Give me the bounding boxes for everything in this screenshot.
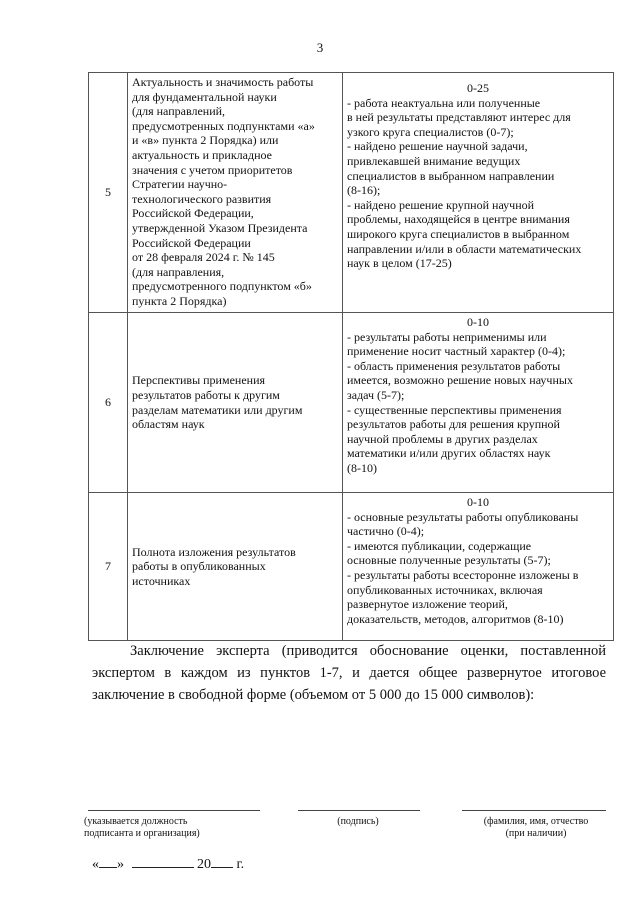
score-range: 0-25: [467, 81, 489, 95]
text-line: подписанта и организация): [84, 828, 200, 839]
text-line: для фундаментальной науки: [132, 89, 277, 104]
text-line: технологического развития: [132, 191, 272, 206]
table-row: [89, 73, 614, 313]
text-line: - существенные перспективы применения: [347, 402, 562, 417]
score-range: 0-10: [467, 315, 489, 329]
text-line: - имеются публикации, содержащие: [347, 538, 532, 553]
text-line: развернутое изложение теорий,: [347, 597, 508, 612]
text-line: и «в» пункта 2 Порядка) или: [132, 133, 279, 148]
text-line: - работа неактуальна или полученные: [347, 95, 541, 110]
expert-conclusion-text: Заключение эксперта (приводится обоснование оценки, поставленной экспертом в каждом из пунктов 1-7, и дается общее развернутое итоговое заключение в свободной форме (объемом от 5 000 до 15 000 символов):: [92, 643, 606, 703]
text-line: значения с учетом приоритетов: [132, 162, 293, 177]
day-blank[interactable]: [99, 855, 117, 868]
score-range: 0-10: [467, 495, 489, 509]
text-line: (8-16);: [347, 183, 381, 198]
text-line: (для направления,: [132, 264, 225, 279]
name-caption: [466, 816, 606, 840]
text-line: Актуальность и значимость работы: [132, 75, 314, 89]
text-line: математики и/или других областях наук: [347, 446, 551, 461]
score-description: [347, 96, 609, 271]
text-line: предусмотренного подпунктом «б»: [132, 279, 312, 294]
text-line: Перспективы применения: [132, 373, 266, 388]
year-prefix: 20: [197, 857, 211, 872]
table-row: [89, 313, 614, 493]
text-line: работы в опубликованных: [132, 559, 266, 574]
criteria-table: [88, 72, 614, 641]
text-line: - найдено решение крупной научной: [347, 197, 535, 212]
text-line: областям наук: [132, 417, 205, 432]
table-row: [89, 493, 614, 641]
text-line: результатов работы к другим: [132, 387, 280, 402]
text-line: (для направлений,: [132, 104, 226, 119]
text-line: в ней результаты представляют интерес для: [347, 110, 571, 125]
text-line: специалистов в выбранном направлении: [347, 168, 555, 183]
text-line: широкого круга специалистов в выбранном: [347, 226, 570, 241]
text-line: - основные результаты работы опубликованы: [347, 509, 579, 524]
month-blank[interactable]: [132, 855, 194, 868]
text-line: пункта 2 Порядка): [132, 293, 227, 308]
close-quote: »: [117, 857, 124, 872]
name-signature-line[interactable]: [462, 810, 606, 811]
text-line: разделам математики или другим: [132, 402, 303, 417]
text-line: - результаты работы всесторонне изложены в: [347, 567, 579, 582]
text-line: Российской Федерации: [132, 235, 251, 250]
text-line: привлекавшей внимание ведущих: [347, 153, 521, 168]
signature-caption: (подпись): [337, 816, 379, 827]
text-line: - найдено решение научной задачи,: [347, 139, 528, 154]
text-line: (указывается должность: [84, 816, 188, 827]
row-number: 5: [89, 73, 128, 313]
open-quote: «: [92, 857, 99, 872]
text-line: узкого круга специалистов (0-7);: [347, 124, 514, 139]
text-line: доказательств, методов, алгоритмов (8-10): [347, 611, 564, 626]
text-line: опубликованных источниках, включая: [347, 582, 543, 597]
text-line: применение носит частный характер (0-4);: [347, 344, 566, 359]
score-cell: [343, 73, 614, 313]
text-line: научной проблемы в других разделах: [347, 431, 538, 446]
text-line: от 28 февраля 2024 г. № 145: [132, 250, 275, 265]
year-suffix: г.: [236, 857, 245, 872]
text-line: имеется, возможно решение новых научных: [347, 373, 573, 388]
text-line: (8-10): [347, 460, 377, 475]
text-line: задач (5-7);: [347, 387, 405, 402]
criterion-cell: [128, 313, 343, 493]
text-line: направлении и/или в области математических: [347, 241, 582, 256]
year-blank[interactable]: [211, 855, 233, 868]
signature-line[interactable]: [298, 810, 420, 811]
text-line: - результаты работы неприменимы или: [347, 329, 547, 344]
text-line: проблемы, находящейся в центре внимания: [347, 212, 570, 227]
position-caption: [84, 816, 234, 840]
text-line: актуальность и прикладное: [132, 147, 272, 162]
text-line: основные полученные результаты (5-7);: [347, 553, 551, 568]
text-line: - область применения результатов работы: [347, 358, 561, 373]
score-cell: [343, 493, 614, 641]
text-line: (фамилия, имя, отчество: [483, 816, 589, 827]
text-line: Полнота изложения результатов: [132, 544, 296, 559]
score-description: [347, 330, 609, 476]
score-cell: [343, 313, 614, 493]
score-description: [347, 510, 609, 627]
criterion-cell: [128, 493, 343, 641]
text-line: источниках: [132, 573, 191, 588]
text-line: утвержденной Указом Президента: [132, 220, 308, 235]
page-number: 3: [316, 40, 324, 55]
text-line: предусмотренных подпунктами «а»: [132, 118, 315, 133]
position-signature-line[interactable]: [88, 810, 260, 811]
text-line: Российской Федерации,: [132, 206, 254, 221]
date-line: [92, 855, 244, 873]
row-number: 6: [89, 313, 128, 493]
text-line: (при наличии): [505, 828, 567, 839]
criterion-cell: [128, 73, 343, 313]
row-number: 7: [89, 493, 128, 641]
text-line: результатов работы для решения крупной: [347, 417, 560, 432]
text-line: Стратегии научно-: [132, 177, 228, 192]
text-line: наук в целом (17-25): [347, 256, 452, 271]
text-line: частично (0-4);: [347, 524, 425, 539]
